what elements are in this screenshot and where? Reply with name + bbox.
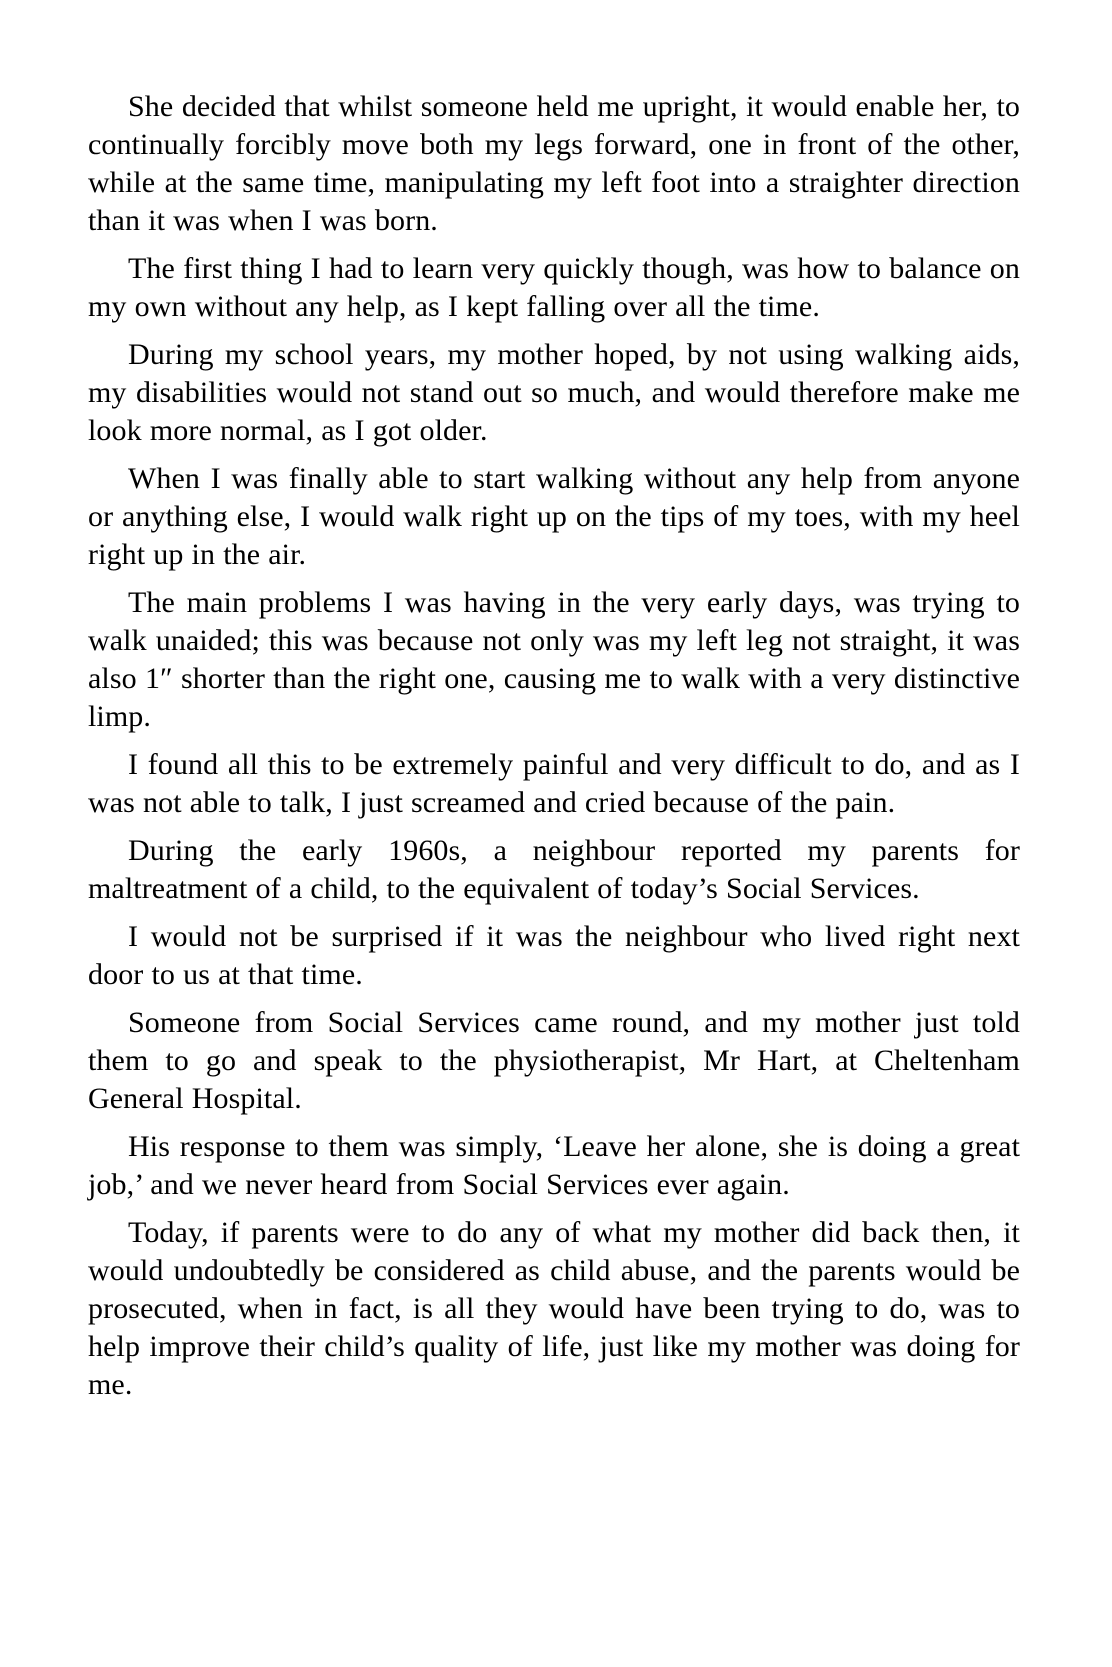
paragraph: When I was finally able to start walking without any help from anyone or anything else, I would walk right up on the tips of my toes, with my heel right up in the air.: [88, 462, 1020, 571]
paragraph: The main problems I was having in the very early days, was trying to walk unaided; this was because not only was my left leg not straight, it was also 1″ shorter than the right one, causing me to walk with a very distinctive limp.: [88, 586, 1020, 733]
paragraph: I found all this to be extremely painful and very difficult to do, and as I was not able to talk, I just screamed and cried because of the pain.: [88, 748, 1020, 819]
paragraph: During my school years, my mother hoped, by not using walking aids, my disabilities would not stand out so much, and would therefore make me look more normal, as I got older.: [88, 338, 1020, 447]
paragraph: During the early 1960s, a neighbour reported my parents for maltreatment of a child, to the equivalent of today’s Social Services.: [88, 834, 1020, 905]
paragraph: I would not be surprised if it was the neighbour who lived right next door to us at that time.: [88, 920, 1020, 991]
paragraph: The first thing I had to learn very quickly though, was how to balance on my own without any help, as I kept falling over all the time.: [88, 252, 1020, 323]
paragraph: Someone from Social Services came round, and my mother just told them to go and speak to the physiotherapist, Mr Hart, at Cheltenham General Hospital.: [88, 1006, 1020, 1115]
paragraph: His response to them was simply, ‘Leave her alone, she is doing a great job,’ and we never heard from Social Services ever again.: [88, 1130, 1020, 1201]
paragraph: Today, if parents were to do any of what my mother did back then, it would undoubtedly be considered as child abuse, and the parents would be prosecuted, when in fact, is all they would have been trying to do, was to help improve their child’s quality of life, just like my mother was doing for me.: [88, 1216, 1020, 1401]
paragraph: She decided that whilst someone held me upright, it would enable her, to continually forcibly move both my legs forward, one in front of the other, while at the same time, manipulating my left foot into a straighter direction than it was when I was born.: [88, 90, 1020, 237]
